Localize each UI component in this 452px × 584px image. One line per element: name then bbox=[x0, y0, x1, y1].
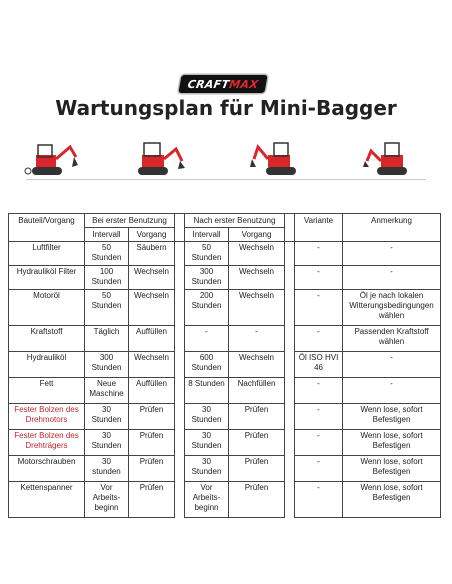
header-variant: Variante bbox=[295, 214, 343, 242]
cell-task-first: Säubern bbox=[129, 242, 175, 266]
cell-interval-first: Neue Maschine bbox=[85, 378, 129, 404]
table-row bbox=[9, 456, 441, 482]
cell-part: Motorschrauben bbox=[9, 456, 85, 482]
column-gap bbox=[285, 404, 295, 430]
table-row bbox=[9, 482, 441, 518]
cell-variant: - bbox=[295, 290, 343, 326]
column-gap bbox=[175, 456, 185, 482]
column-gap bbox=[175, 326, 185, 352]
column-gap bbox=[175, 266, 185, 290]
column-gap bbox=[175, 482, 185, 518]
table-row bbox=[9, 326, 441, 352]
cell-task-first: Prüfen bbox=[129, 482, 175, 518]
cell-part: Fett bbox=[9, 378, 85, 404]
cell-task-after: - bbox=[229, 326, 285, 352]
cell-task-first: Auffüllen bbox=[129, 378, 175, 404]
column-gap bbox=[285, 266, 295, 290]
column-gap bbox=[175, 404, 185, 430]
cell-interval-first: 50 Stunden bbox=[85, 290, 129, 326]
cell-task-after: Prüfen bbox=[229, 482, 285, 518]
cell-task-first: Wechseln bbox=[129, 266, 175, 290]
column-gap bbox=[285, 290, 295, 326]
table-row bbox=[9, 352, 441, 378]
cell-remark: Wenn lose, sofort Befestigen bbox=[343, 456, 441, 482]
cell-task-first: Prüfen bbox=[129, 456, 175, 482]
column-gap bbox=[175, 242, 185, 266]
cell-task-after: Wechseln bbox=[229, 352, 285, 378]
cell-variant: - bbox=[295, 378, 343, 404]
cell-interval-after: 50 Stunden bbox=[185, 242, 229, 266]
column-gap bbox=[285, 214, 295, 242]
column-gap bbox=[175, 378, 185, 404]
cell-variant: - bbox=[295, 430, 343, 456]
column-gap bbox=[285, 482, 295, 518]
cell-interval-after: 30 Stunden bbox=[185, 430, 229, 456]
column-gap bbox=[285, 456, 295, 482]
column-gap bbox=[285, 326, 295, 352]
maintenance-table bbox=[8, 213, 441, 518]
cell-remark: - bbox=[343, 242, 441, 266]
cell-variant: - bbox=[295, 404, 343, 430]
subheader-task-1: Vorgang bbox=[129, 228, 175, 242]
excavator-1-icon bbox=[22, 135, 82, 181]
cell-interval-first: Täglich bbox=[85, 326, 129, 352]
cell-interval-first: 50 Stunden bbox=[85, 242, 129, 266]
cell-interval-after: 300 Stunden bbox=[185, 266, 229, 290]
craftmax-logo bbox=[178, 75, 267, 93]
cell-remark: - bbox=[343, 378, 441, 404]
cell-interval-first: 300 Stunden bbox=[85, 352, 129, 378]
column-gap bbox=[285, 430, 295, 456]
cell-part: Motoröl bbox=[9, 290, 85, 326]
cell-variant: Öl ISO HVI 46 bbox=[295, 352, 343, 378]
cell-variant: - bbox=[295, 326, 343, 352]
cell-interval-after: 8 Stunden bbox=[185, 378, 229, 404]
cell-variant: - bbox=[295, 456, 343, 482]
header-remark: Anmerkung bbox=[343, 214, 441, 242]
cell-interval-after: 600 Stunden bbox=[185, 352, 229, 378]
column-gap bbox=[285, 378, 295, 404]
cell-task-first: Auffüllen bbox=[129, 326, 175, 352]
cell-part: Fester Bolzen des Drehträgers bbox=[9, 430, 85, 456]
cell-remark: Öl je nach lokalen Witterungsbedingungen wählen bbox=[343, 290, 441, 326]
cell-interval-after: Vor Arbeits-beginn bbox=[185, 482, 229, 518]
cell-remark: Wenn lose, sofort Befestigen bbox=[343, 430, 441, 456]
cell-variant: - bbox=[295, 482, 343, 518]
table-row bbox=[9, 242, 441, 266]
cell-part: Kettenspanner bbox=[9, 482, 85, 518]
table-header-row bbox=[9, 214, 441, 228]
cell-task-after: Wechseln bbox=[229, 290, 285, 326]
table-row bbox=[9, 290, 441, 326]
cell-task-after: Wechseln bbox=[229, 242, 285, 266]
column-gap bbox=[175, 430, 185, 456]
cell-interval-first: 100 Stunden bbox=[85, 266, 129, 290]
column-gap bbox=[285, 242, 295, 266]
column-gap bbox=[175, 352, 185, 378]
cell-part: Hydrauliköl Filter bbox=[9, 266, 85, 290]
cell-interval-after: 30 Stunden bbox=[185, 404, 229, 430]
cell-interval-first: 30 Stunden bbox=[85, 430, 129, 456]
cell-remark: Wenn lose, sofort Befestigen bbox=[343, 482, 441, 518]
cell-remark: - bbox=[343, 352, 441, 378]
cell-variant: - bbox=[295, 242, 343, 266]
cell-part: Kraftstoff bbox=[9, 326, 85, 352]
cell-interval-after: 200 Stunden bbox=[185, 290, 229, 326]
column-gap bbox=[175, 290, 185, 326]
column-gap bbox=[175, 214, 185, 242]
cell-remark: Passenden Kraftstoff wählen bbox=[343, 326, 441, 352]
excavator-4-icon bbox=[363, 135, 423, 181]
cell-part: Hydrauliköl bbox=[9, 352, 85, 378]
page-title: Wartungsplan für Mini-Bagger bbox=[55, 96, 397, 120]
cell-task-after: Wechseln bbox=[229, 266, 285, 290]
cell-variant: - bbox=[295, 266, 343, 290]
cell-task-first: Wechseln bbox=[129, 290, 175, 326]
table-row bbox=[9, 404, 441, 430]
column-gap bbox=[285, 352, 295, 378]
cell-task-first: Prüfen bbox=[129, 404, 175, 430]
logo-text-craft: CRAFT bbox=[186, 77, 231, 91]
logo-text-max: MAX bbox=[228, 77, 260, 91]
table-row bbox=[9, 266, 441, 290]
cell-interval-after: 30 Stunden bbox=[185, 456, 229, 482]
table-row bbox=[9, 378, 441, 404]
header-first-use: Bei erster Benutzung bbox=[85, 214, 175, 228]
cell-interval-first: 30 Stunden bbox=[85, 404, 129, 430]
cell-task-after: Nachfüllen bbox=[229, 378, 285, 404]
cell-interval-after: - bbox=[185, 326, 229, 352]
cell-remark: - bbox=[343, 266, 441, 290]
excavator-pictures bbox=[18, 135, 428, 185]
cell-task-after: Prüfen bbox=[229, 404, 285, 430]
excavator-2-icon bbox=[130, 135, 190, 181]
cell-interval-first: 30 stunden bbox=[85, 456, 129, 482]
cell-remark: Wenn lose, sofort Befestigen bbox=[343, 404, 441, 430]
subheader-interval-2: Intervall bbox=[185, 228, 229, 242]
cell-part: Fester Bolzen des Drehmotors bbox=[9, 404, 85, 430]
cell-task-first: Prüfen bbox=[129, 430, 175, 456]
cell-task-after: Prüfen bbox=[229, 430, 285, 456]
header-after-first-use: Nach erster Benutzung bbox=[185, 214, 285, 228]
table-row bbox=[9, 430, 441, 456]
cell-task-after: Prüfen bbox=[229, 456, 285, 482]
cell-task-first: Wechseln bbox=[129, 352, 175, 378]
table-body bbox=[9, 242, 441, 518]
subheader-interval-1: Intervall bbox=[85, 228, 129, 242]
cell-interval-first: Vor Arbeits-beginn bbox=[85, 482, 129, 518]
subheader-task-2: Vorgang bbox=[229, 228, 285, 242]
excavator-3-icon bbox=[250, 135, 310, 181]
header-part: Bauteil/Vorgang bbox=[9, 214, 85, 242]
cell-part: Luftfilter bbox=[9, 242, 85, 266]
